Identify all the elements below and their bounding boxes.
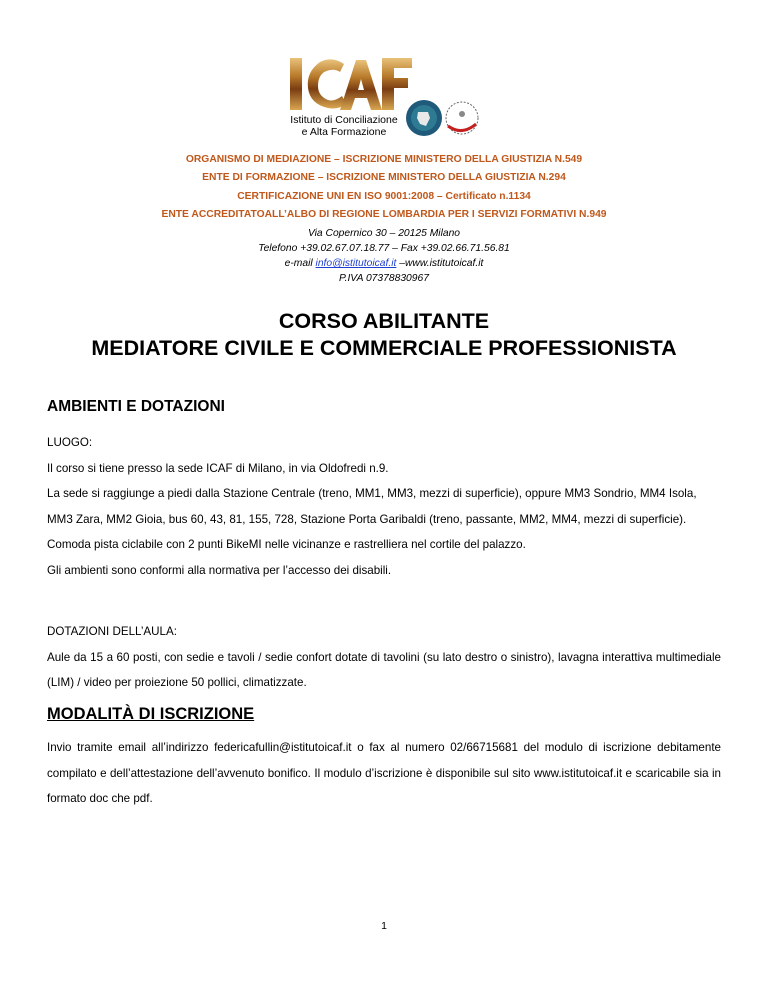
accreditation-lines xyxy=(0,151,768,225)
certification-badges xyxy=(404,96,484,140)
course-title xyxy=(0,308,768,362)
contact-address xyxy=(0,226,768,286)
email-link[interactable]: info@istitutoicaf.it xyxy=(315,258,397,269)
luogo-section xyxy=(47,430,721,583)
email-prefix: e-mail xyxy=(284,258,316,269)
address-vat: P.IVA 07378830967 xyxy=(339,273,429,284)
address-email-line xyxy=(0,256,768,271)
luogo-paragraph: Il corso si tiene presso la sede ICAF di Milano, in via Oldofredi n.9. xyxy=(47,461,389,475)
page-number: 1 xyxy=(381,920,387,932)
quality-seal-icon xyxy=(446,102,478,134)
section-heading-modalita: MODALITÀ DI ISCRIZIONE xyxy=(47,705,255,723)
accreditation-line: ENTE ACCREDITATOALL’ALBO DI REGIONE LOMBARDIA PER I SERVIZI FORMATIVI N.949 xyxy=(161,209,607,221)
website-text: –www.istitutoicaf.it xyxy=(396,258,484,269)
dotazioni-label: DOTAZIONI DELL’AULA: xyxy=(47,625,177,638)
luogo-paragraph: Comoda pista ciclabile con 2 punti BikeMI nelle vicinanze e rastrelliera nel cortile del palazzo. xyxy=(47,538,526,551)
accreditation-line: ENTE DI FORMAZIONE – ISCRIZIONE MINISTERO DELLA GIUSTIZIA N.294 xyxy=(202,172,566,184)
course-title-line2: MEDIATORE CIVILE E COMMERCIALE PROFESSIONISTA xyxy=(91,336,677,360)
course-title-line1: CORSO ABILITANTE xyxy=(278,309,490,333)
accredia-seal-icon xyxy=(406,100,442,136)
icaf-logo-mark xyxy=(284,50,414,114)
dotazioni-section xyxy=(47,619,721,696)
luogo-paragraph: La sede si raggiunge a piedi dalla Stazione Centrale (treno, MM1, MM3, mezzi di superficie), oppure MM3 Sondrio, MM4 Isola, MM3 Zara, MM2 Gioia, bus 60, 43, 81, 155, 728, Stazione Porta Garibaldi (treno, passante, MM2, MM4, mezzi di superficie). xyxy=(47,487,697,526)
logo-caption-line2: e Alta Formazione xyxy=(301,126,387,138)
luogo-paragraph: Gli ambienti sono conformi alla normativa per l’accesso dei disabili. xyxy=(47,563,392,577)
address-phone: Telefono +39.02.67.07.18.77 – Fax +39.02.66.71.56.81 xyxy=(258,243,510,254)
logo-caption xyxy=(284,114,404,138)
modalita-section xyxy=(47,735,721,812)
accreditation-line: ORGANISMO DI MEDIAZIONE – ISCRIZIONE MINISTERO DELLA GIUSTIZIA N.549 xyxy=(185,154,583,165)
address-street: Via Copernico 30 – 20125 Milano xyxy=(307,228,461,239)
section-heading-ambienti: AMBIENTI E DOTAZIONI xyxy=(47,398,225,415)
dotazioni-paragraph: Aule da 15 a 60 posti, con sedie e tavoli / sedie confort dotate di tavolini (su lato destro o sinistro), lavagna interattiva multimediale (LIM) / video per proiezione 50 pollici, climatizzate. xyxy=(47,650,721,689)
modalita-paragraph: Invio tramite email all’indirizzo federicafullin@istitutoicaf.it o fax al numero 02/66715681 del modulo di iscrizione debitamente compilato e dell’attestazione dell’avvenuto bonifico. Il modulo d’iscrizione è disponibile sul sito www.istitutoicaf.it e scaricabile sia in formato doc che pdf. xyxy=(47,741,721,805)
luogo-label: LUOGO: xyxy=(47,436,93,449)
accreditation-line: CERTIFICAZIONE UNI EN ISO 9001:2008 – Certificato n.1134 xyxy=(237,190,531,202)
logo-caption-line1: Istituto di Conciliazione xyxy=(290,114,398,126)
